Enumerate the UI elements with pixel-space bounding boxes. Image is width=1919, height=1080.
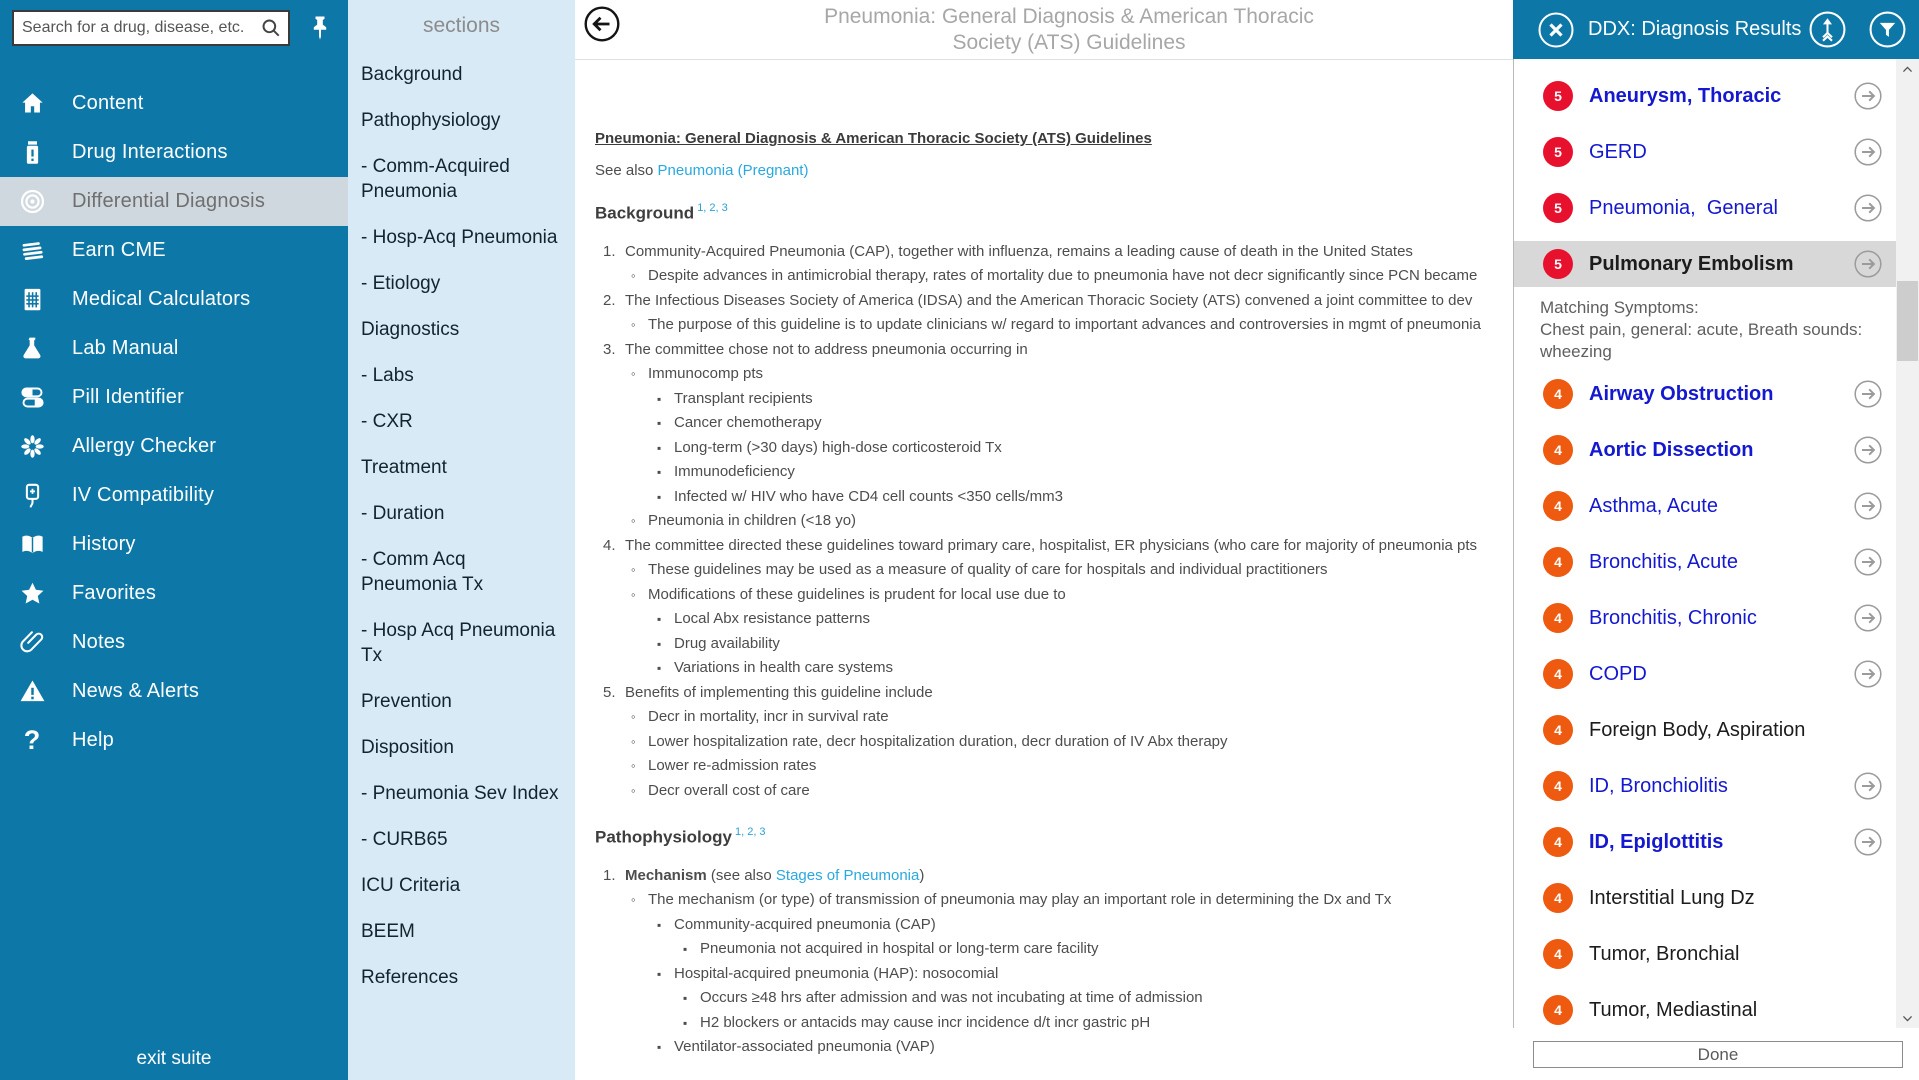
reference-superscript[interactable]: 1, 2, 3 <box>734 826 766 839</box>
score-badge: 4 <box>1543 827 1573 857</box>
ddx-result-copd[interactable] <box>1514 651 1896 697</box>
doc-list-item <box>595 864 1513 889</box>
doc-text: Community-acquired pneumonia (CAP) <box>674 915 936 933</box>
doc-list-item <box>595 754 1513 779</box>
doc-list-item <box>595 558 1513 583</box>
section-item-duration[interactable]: - Duration <box>361 503 445 524</box>
search-row <box>0 0 348 46</box>
ddx-panel <box>1513 0 1919 1080</box>
ddx-result-asthma-acute[interactable] <box>1514 483 1896 529</box>
ddx-result-label[interactable]: Interstitial Lung Dz <box>1589 886 1755 909</box>
doc-list-item <box>595 888 1513 913</box>
ddx-result-airway-obstruction[interactable] <box>1514 371 1896 417</box>
document-header <box>575 0 1513 60</box>
bullet-marker: ◦ <box>631 709 636 725</box>
star-icon <box>16 579 48 609</box>
ddx-result-foreign-body-aspiration[interactable] <box>1514 707 1896 753</box>
doc-text: Despite advances in antimicrobial therapy, rates of mortality due to pneumonia have not decr significantly since PCN became <box>648 267 1478 285</box>
doc-section-heading-pathophysiology: Pathophysiology $^{1, 2, 3}$ <box>595 826 766 847</box>
matching-symptoms-line: Matching Symptoms: <box>1540 298 1699 317</box>
sidebar-nav <box>0 79 348 765</box>
bullet-marker: ▪ <box>657 391 662 406</box>
score-badge: 4 <box>1543 771 1573 801</box>
sidebar-item-label: Content <box>72 92 144 114</box>
section-item-prevention[interactable]: Prevention <box>361 691 452 712</box>
score-badge: 4 <box>1543 995 1573 1025</box>
doc-text: Pneumonia not acquired in hospital or long-term care facility <box>700 940 1099 958</box>
doc-text: Benefits of implementing this guideline include <box>625 683 933 701</box>
open-result-arrow-icon[interactable] <box>1854 604 1882 632</box>
doc-text: Local Abx resistance patterns <box>674 610 870 628</box>
score-badge: 4 <box>1543 883 1573 913</box>
sort-icon[interactable] <box>1808 10 1847 49</box>
doc-text: (see also <box>706 866 776 884</box>
document-area <box>575 0 1513 1080</box>
section-item-pneumonia-sev-index[interactable]: - Pneumonia Sev Index <box>361 783 559 804</box>
sidebar-item-label: Notes <box>72 631 126 653</box>
score-badge: 5 <box>1543 81 1573 111</box>
ddx-result-label[interactable]: Bronchitis, Acute <box>1589 550 1738 573</box>
bullet-marker: ▪ <box>657 612 662 627</box>
search-box <box>12 10 290 46</box>
back-button[interactable] <box>583 5 621 43</box>
filter-icon[interactable] <box>1868 10 1907 49</box>
bullet-marker: ◦ <box>631 513 636 529</box>
sidebar-item-label: Lab Manual <box>72 337 179 359</box>
ddx-result-bronchitis-acute[interactable] <box>1514 539 1896 585</box>
sidebar-item-label: Differential Diagnosis <box>72 190 266 212</box>
ddx-result-label[interactable]: GERD <box>1589 140 1647 163</box>
scroll-down-icon[interactable] <box>1896 1008 1919 1028</box>
sidebar-item-label: Earn CME <box>72 239 166 261</box>
doc-text: Mechanism <box>625 866 707 884</box>
doc-list-item <box>595 937 1513 962</box>
exit-suite-button[interactable]: exit suite <box>136 1048 212 1069</box>
doc-list-item <box>595 583 1513 608</box>
warning-icon <box>16 677 48 707</box>
score-badge: 4 <box>1543 491 1573 521</box>
calculator-icon <box>16 285 48 315</box>
open-result-arrow-icon[interactable] <box>1854 772 1882 800</box>
see-also-link[interactable]: Pneumonia (Pregnant) <box>657 162 809 179</box>
sections-panel <box>348 0 575 1080</box>
score-badge: 4 <box>1543 435 1573 465</box>
sidebar-item-label: History <box>72 533 136 555</box>
sidebar-item-iv-compatibility[interactable] <box>0 471 348 520</box>
doc-list-item <box>595 632 1513 657</box>
doc-list-item <box>595 705 1513 730</box>
home-icon <box>16 89 48 119</box>
section-item-comm-acquired-pneumonia[interactable]: - Comm-Acquired Pneumonia <box>361 156 510 202</box>
sidebar-item-drug-interactions[interactable] <box>0 128 348 177</box>
bullet-marker: ▪ <box>657 661 662 676</box>
ddx-scrollbar[interactable] <box>1896 59 1919 1028</box>
bullet-marker: ◦ <box>631 366 636 382</box>
doc-section-heading-background: Background $^{1, 2, 3}$ <box>595 202 728 223</box>
open-result-arrow-icon[interactable] <box>1854 548 1882 576</box>
target-icon <box>16 187 48 217</box>
score-badge: 4 <box>1543 379 1573 409</box>
open-result-arrow-icon[interactable] <box>1854 436 1882 464</box>
doc-text: Lower hospitalization rate, decr hospitalization duration, decr duration of IV Abx therapy <box>648 732 1228 750</box>
sidebar-item-favorites[interactable] <box>0 569 348 618</box>
open-result-arrow-icon[interactable] <box>1854 660 1882 688</box>
pin-icon[interactable] <box>308 15 332 41</box>
ddx-result-label[interactable]: Asthma, Acute <box>1589 494 1718 517</box>
doc-text: Decr in mortality, incr in survival rate <box>648 708 889 726</box>
page-title: Pneumonia: General Diagnosis & American Thoracic Society (ATS) Guidelines <box>824 5 1314 54</box>
document-sections <box>595 203 1513 1060</box>
doc-list-item <box>595 460 1513 485</box>
iv-bag-icon <box>16 481 48 511</box>
ddx-result-label[interactable]: Airway Obstruction <box>1589 382 1774 405</box>
ddx-results-list <box>1513 59 1896 1028</box>
sidebar-item-lab-manual[interactable] <box>0 324 348 373</box>
ddx-result-id-bronchiolitis[interactable] <box>1514 763 1896 809</box>
reference-superscript[interactable]: 1, 2, 3 <box>697 202 728 214</box>
ddx-result-label[interactable]: Pneumonia, General <box>1589 196 1779 219</box>
ddx-result-bronchitis-chronic[interactable] <box>1514 595 1896 641</box>
flower-icon <box>16 432 48 462</box>
ddx-result-interstitial-lung-dz[interactable] <box>1514 875 1896 921</box>
bullet-marker: ▪ <box>657 489 662 504</box>
ddx-result-label[interactable]: COPD <box>1589 662 1647 685</box>
ddx-result-label[interactable]: Foreign Body, Aspiration <box>1589 718 1806 741</box>
ddx-result-tumor-mediastinal[interactable] <box>1514 987 1896 1028</box>
open-result-arrow-icon[interactable] <box>1854 828 1882 856</box>
close-icon[interactable] <box>1537 11 1575 49</box>
doc-list-item <box>595 338 1513 363</box>
bullet-marker: ◦ <box>631 562 636 578</box>
bullet-marker: ▪ <box>657 636 662 651</box>
open-result-arrow-icon[interactable] <box>1854 380 1882 408</box>
doc-list-item <box>595 289 1513 314</box>
open-result-arrow-icon[interactable] <box>1854 138 1882 166</box>
paperclip-icon <box>16 628 48 658</box>
doc-list-item <box>595 1035 1513 1060</box>
open-book-icon <box>16 530 48 560</box>
ordered-marker: 5. <box>603 683 616 701</box>
bullet-marker: ▪ <box>657 917 662 932</box>
doc-text: The purpose of this guideline is to update clinicians w/ regard to important advances and controversies in mgmt of pneumonia <box>648 316 1481 334</box>
doc-list <box>595 240 1513 804</box>
doc-list-item <box>595 1011 1513 1036</box>
doc-list-item <box>595 962 1513 987</box>
section-item-diagnostics[interactable]: Diagnostics <box>361 319 460 340</box>
ddx-result-label[interactable]: Aortic Dissection <box>1589 438 1754 461</box>
score-badge: 5 <box>1543 193 1573 223</box>
doc-text: The committee directed these guidelines toward primary care, hospitalist, ER physicians (who care for majority of pneumonia pts <box>625 536 1478 554</box>
doc-text: H2 blockers or antacids may cause incr incidence d/t incr gastric pH <box>700 1013 1151 1031</box>
ddx-result-pulmonary-embolism[interactable] <box>1514 241 1896 287</box>
doc-list-item <box>595 264 1513 289</box>
search-input[interactable] <box>14 19 260 37</box>
bullet-marker: ▪ <box>657 416 662 431</box>
doc-list-item <box>595 681 1513 706</box>
bullet-marker: ◦ <box>631 782 636 798</box>
doc-list-item <box>595 730 1513 755</box>
ddx-result-label[interactable]: ID, Bronchiolitis <box>1589 774 1728 797</box>
doc-inline-link[interactable]: Stages of Pneumonia <box>775 866 920 884</box>
bullet-marker: ◦ <box>631 892 636 908</box>
bullet-marker: ▪ <box>657 465 662 480</box>
doc-text: ) <box>919 866 925 884</box>
doc-list-item <box>595 485 1513 510</box>
doc-list-item <box>595 240 1513 265</box>
section-item-beem[interactable]: BEEM <box>361 921 415 942</box>
bullet-marker: ▪ <box>683 1015 688 1030</box>
doc-text: Pneumonia in children (<18 yo) <box>648 512 857 530</box>
bullet-marker: ◦ <box>631 268 636 284</box>
matching-symptoms <box>1540 297 1882 363</box>
section-item-hosp-acq-pneumonia-tx[interactable]: - Hosp Acq Pneumonia Tx <box>361 620 556 666</box>
app-sidebar <box>0 0 348 1080</box>
score-badge: 4 <box>1543 659 1573 689</box>
ddx-result-label[interactable]: Pulmonary Embolism <box>1589 252 1794 275</box>
doc-list-item <box>595 607 1513 632</box>
doc-text: Transplant recipients <box>674 389 813 407</box>
bullet-marker: ▪ <box>683 991 688 1006</box>
section-item-curb65[interactable]: - CURB65 <box>361 829 448 850</box>
ordered-marker: 1. <box>603 242 616 260</box>
doc-list-item <box>595 362 1513 387</box>
doc-list-item <box>595 411 1513 436</box>
bullet-marker: ▪ <box>657 966 662 981</box>
ddx-result-label[interactable]: Tumor, Bronchial <box>1589 942 1740 965</box>
doc-list-item <box>595 986 1513 1011</box>
doc-text: Lower re-admission rates <box>648 757 817 775</box>
section-item-cxr[interactable]: - CXR <box>361 411 413 432</box>
document-title: Pneumonia: General Diagnosis & American Thoracic Society (ATS) Guidelines <box>595 130 1152 147</box>
done-button[interactable]: Done <box>1533 1041 1903 1068</box>
doc-text: Long-term (>30 days) high-dose corticosteroid Tx <box>674 438 1002 456</box>
score-badge: 5 <box>1543 249 1573 279</box>
ordered-marker: 4. <box>603 536 616 554</box>
ordered-marker: 1. <box>603 866 616 884</box>
ddx-result-label[interactable]: Tumor, Mediastinal <box>1589 998 1758 1021</box>
ddx-result-aneurysm-thoracic[interactable] <box>1514 73 1896 119</box>
bullet-marker: ◦ <box>631 733 636 749</box>
sidebar-item-help[interactable] <box>0 716 348 765</box>
sidebar-item-pill-identifier[interactable] <box>0 373 348 422</box>
doc-text: The Infectious Diseases Society of America (IDSA) and the American Thoracic Society (ATS) convened a joint committee to dev <box>625 291 1473 309</box>
books-icon <box>16 236 48 266</box>
sections-list <box>348 62 575 990</box>
doc-list-item <box>595 387 1513 412</box>
ddx-result-label[interactable]: Aneurysm, Thoracic <box>1589 84 1782 107</box>
see-also-line: See also Pneumonia (Pregnant) <box>595 162 809 179</box>
doc-text: Drug availability <box>674 634 780 652</box>
doc-text: Variations in health care systems <box>674 659 893 677</box>
open-result-arrow-icon[interactable] <box>1854 82 1882 110</box>
bullet-marker: ◦ <box>631 758 636 774</box>
sidebar-item-label: Drug Interactions <box>72 141 228 163</box>
sidebar-item-label: Favorites <box>72 582 157 604</box>
sidebar-item-earn-cme[interactable] <box>0 226 348 275</box>
search-icon[interactable] <box>260 17 282 39</box>
doc-text: Ventilator-associated pneumonia (VAP) <box>674 1038 935 1056</box>
bullet-marker: ▪ <box>657 440 662 455</box>
pill-bottle-icon <box>16 138 48 168</box>
doc-list-item <box>595 313 1513 338</box>
doc-text: The mechanism (or type) of transmission of pneumonia may play an important role in determining the Dx and Tx <box>648 891 1392 909</box>
matching-symptoms-line: Chest pain, general: acute, Breath sounds: <box>1540 320 1863 339</box>
ddx-result-label[interactable]: Bronchitis, Chronic <box>1589 606 1757 629</box>
doc-text: Cancer chemotherapy <box>674 414 822 432</box>
ddx-result-label[interactable]: ID, Epiglottitis <box>1589 830 1724 853</box>
sections-panel-title: sections <box>422 14 501 37</box>
score-badge: 5 <box>1543 137 1573 167</box>
doc-text: Occurs ≥48 hrs after admission and was not incubating at time of admission <box>700 989 1203 1007</box>
score-badge: 4 <box>1543 547 1573 577</box>
doc-text: Hospital-acquired pneumonia (HAP): nosocomial <box>674 964 999 982</box>
doc-text: The committee chose not to address pneumonia occurring in <box>625 340 1028 358</box>
sidebar-item-content[interactable] <box>0 79 348 128</box>
sidebar-item-news-alerts[interactable] <box>0 667 348 716</box>
doc-list-item <box>595 913 1513 938</box>
doc-text: Decr overall cost of care <box>648 781 810 799</box>
doc-text: Modifications of these guidelines is prudent for local use due to <box>648 585 1066 603</box>
document-body <box>575 60 1513 1080</box>
section-item-labs[interactable]: - Labs <box>361 365 414 386</box>
doc-list-item <box>595 779 1513 804</box>
sidebar-item-label: News & Alerts <box>72 680 200 702</box>
sidebar-item-differential-diagnosis[interactable] <box>0 177 348 226</box>
flask-icon <box>16 334 48 364</box>
ordered-marker: 2. <box>603 291 616 309</box>
sidebar-item-history[interactable] <box>0 520 348 569</box>
section-item-icu-criteria[interactable]: ICU Criteria <box>361 875 461 896</box>
section-item-treatment[interactable]: Treatment <box>361 457 447 478</box>
section-item-references[interactable]: References <box>361 967 459 988</box>
bullet-marker: ◦ <box>631 317 636 333</box>
open-result-arrow-icon[interactable] <box>1854 492 1882 520</box>
open-result-arrow-icon[interactable] <box>1854 194 1882 222</box>
ddx-header <box>1513 0 1919 59</box>
ddx-panel-title: DDX: Diagnosis Results <box>1588 18 1802 40</box>
section-item-comm-acq-pneumonia-tx[interactable]: - Comm Acq Pneumonia Tx <box>361 549 484 595</box>
section-item-pathophysiology[interactable]: Pathophysiology <box>361 110 501 131</box>
doc-list-item <box>595 509 1513 534</box>
section-item-background[interactable]: Background <box>361 64 463 85</box>
matching-symptoms-line: wheezing <box>1540 342 1612 361</box>
score-badge: 4 <box>1543 603 1573 633</box>
sidebar-item-label: IV Compatibility <box>72 484 215 506</box>
section-item-etiology[interactable]: - Etiology <box>361 273 441 294</box>
sidebar-item-label: Help <box>72 729 114 751</box>
doc-text: Infected w/ HIV who have CD4 cell counts <350 cells/mm3 <box>674 487 1063 505</box>
ddx-result-id-epiglottitis[interactable] <box>1514 819 1896 865</box>
ddx-result-aortic-dissection[interactable] <box>1514 427 1896 473</box>
bullet-marker: ▪ <box>683 942 688 957</box>
doc-list-item <box>595 436 1513 461</box>
bullet-marker: ▪ <box>657 1040 662 1055</box>
doc-text: Immunocomp pts <box>648 365 764 383</box>
sidebar-item-notes[interactable] <box>0 618 348 667</box>
sidebar-item-label: Allergy Checker <box>72 435 217 457</box>
section-item-disposition[interactable]: Disposition <box>361 737 454 758</box>
bullet-marker: ◦ <box>631 586 636 602</box>
doc-list-item <box>595 534 1513 559</box>
ddx-result-pneumonia-general[interactable] <box>1514 185 1896 231</box>
score-badge: 4 <box>1543 715 1573 745</box>
open-result-arrow-icon[interactable] <box>1854 250 1882 278</box>
question-icon: ? <box>23 725 41 755</box>
sidebar-item-label: Medical Calculators <box>72 288 251 310</box>
ordered-marker: 3. <box>603 340 616 358</box>
scroll-up-icon[interactable] <box>1896 59 1919 79</box>
doc-text: These guidelines may be used as a measure of quality of care for hospitals and individual practitioners <box>648 561 1328 579</box>
section-item-hosp-acq-pneumonia[interactable]: - Hosp-Acq Pneumonia <box>361 227 558 248</box>
doc-text: Community-Acquired Pneumonia (CAP), together with influenza, remains a leading cause of death in the United States <box>625 242 1413 260</box>
ddx-result-tumor-bronchial[interactable] <box>1514 931 1896 977</box>
sidebar-item-allergy-checker[interactable] <box>0 422 348 471</box>
sidebar-item-medical-calculators[interactable] <box>0 275 348 324</box>
score-badge: 4 <box>1543 939 1573 969</box>
doc-list <box>595 864 1513 1060</box>
doc-text: Immunodeficiency <box>674 463 795 481</box>
scrollbar-thumb[interactable] <box>1897 281 1918 361</box>
sidebar-item-label: Pill Identifier <box>72 386 184 408</box>
ddx-result-gerd[interactable] <box>1514 129 1896 175</box>
doc-list-item <box>595 656 1513 681</box>
capsules-icon <box>16 383 48 413</box>
